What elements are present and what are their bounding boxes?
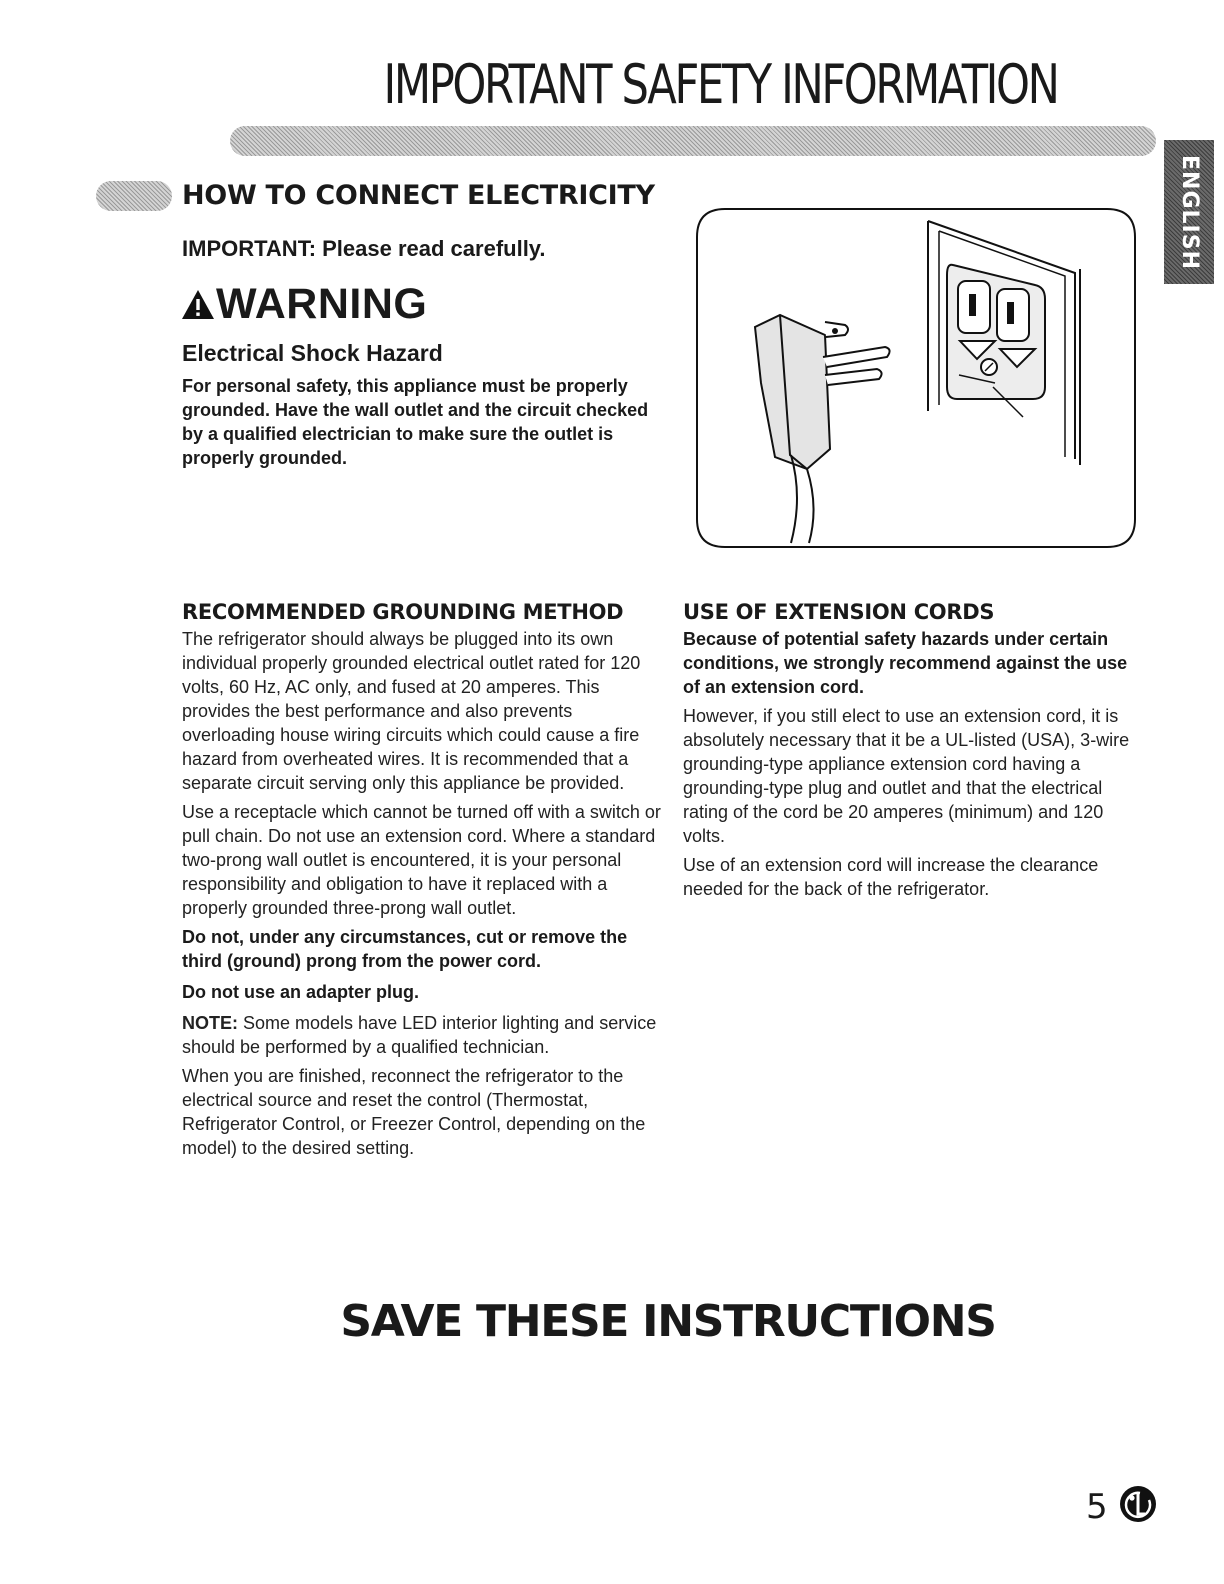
note-label: NOTE:: [182, 1013, 238, 1033]
led-note: [182, 1011, 662, 1059]
grounding-heading: RECOMMENDED GROUNDING METHOD: [182, 600, 624, 624]
warning-label: WARNING: [216, 280, 428, 328]
language-tab-label: ENGLISH: [1176, 154, 1202, 270]
grounding-paragraph-3: When you are finished, reconnect the refrigerator to the electrical source and reset the control (Thermostat, Refrigerator Control, or Freezer Control, depending on the model) to the desired setting.: [182, 1066, 646, 1158]
lg-logo-icon: [1118, 1484, 1158, 1524]
important-note: IMPORTANT: Please read carefully.: [182, 236, 546, 261]
warning-banner: [180, 280, 428, 328]
extension-bold-warning: Because of potential safety hazards under certain conditions, we strongly recommend against the use of an extension cord.: [683, 629, 1128, 697]
note-text: Some models have LED interior lighting and service should be performed by a qualified technician.: [182, 1013, 657, 1057]
hazard-title: Electrical Shock Hazard: [182, 340, 443, 366]
grounding-paragraph-1: The refrigerator should always be plugged into its own individual properly grounded electrical outlet rated for 120 volts, 60 Hz, AC only, and fused at 20 amperes. This provides the best performance and also prevents overloading house wiring circuits which could cause a fire hazard from overheated wires. It is recommended that a separate circuit serving only this appliance be provided.: [182, 629, 641, 793]
warning-triangle-icon: [180, 288, 216, 321]
language-tab: [1164, 140, 1214, 284]
grounding-paragraph-2: Use a receptacle which cannot be turned off with a switch or pull chain. Do not use an extension cord. Where a standard two-prong wall outlet is encountered, it is your personal responsibility and obligation to have it replaced with a properly grounded three-prong wall outlet.: [182, 802, 661, 918]
save-instructions-heading: SAVE THESE INSTRUCTIONS: [340, 1296, 996, 1347]
extension-cords-column: [683, 600, 1143, 901]
extension-heading: USE OF EXTENSION CORDS: [683, 600, 995, 624]
grounding-method-column: [182, 600, 662, 1160]
section-marker-pill: [96, 181, 172, 211]
extension-paragraph-1: However, if you still elect to use an extension cord, it is absolutely necessary that it be a UL-listed (USA), 3-wire grounding-type appliance extension cord having a grounding-type plug and outlet and that the electrical rating of the cord be 20 amperes (minimum) and 120 volts.: [683, 706, 1130, 846]
hazard-body: For personal safety, this appliance must be properly grounded. Have the wall outlet and the circuit checked by a qualified electrician to make sure the outlet is properly grounded.: [182, 376, 649, 468]
section-heading: HOW TO CONNECT ELECTRICITY: [182, 180, 655, 211]
extension-paragraph-2: Use of an extension cord will increase the clearance needed for the back of the refrigerator.: [683, 855, 1099, 899]
adapter-plug-warning: Do not use an adapter plug.: [182, 982, 420, 1002]
page-title: IMPORTANT SAFETY INFORMATION: [383, 53, 1058, 116]
title-underline-bar: [230, 126, 1156, 156]
page-number: 5: [1086, 1487, 1108, 1527]
grounded-plug-outlet-illustration: [695, 207, 1137, 549]
ground-prong-warning: Do not, under any circumstances, cut or remove the third (ground) prong from the power cord.: [182, 927, 628, 971]
